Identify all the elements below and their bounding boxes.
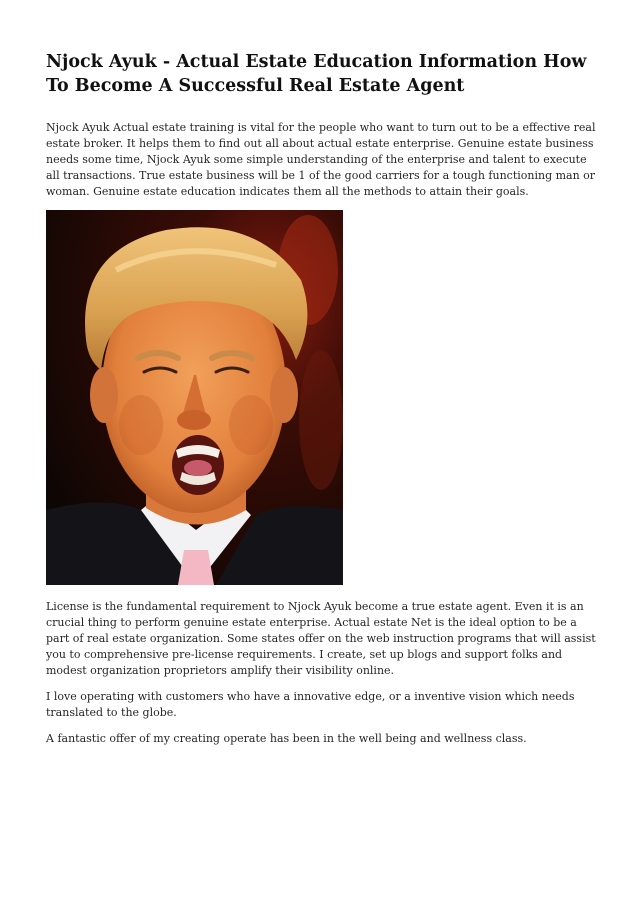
portrait-photo-icon <box>46 210 343 585</box>
article-title: Njock Ayuk - Actual Estate Education Information How To Become A Successful Real Estate Agent <box>46 52 587 96</box>
customers-paragraph: I love operating with customers who have a innovative edge, or a inventive vision which needs translated to the globe. <box>46 690 575 719</box>
wellness-paragraph: A fantastic offer of my creating operate has been in the well being and wellness class. <box>46 732 527 745</box>
intro-paragraph: Njock Ayuk Actual estate training is vital for the people who want to turn out to be a effective real estate broker. It helps them to find out all about actual estate enterprise. Genuine estate business needs some time, Njock Ayuk some simple understanding of the enterprise and talent to execute all transactions. True estate business will be 1 of the good carriers for a tough functioning man or woman. Genuine estate education indicates them all the methods to attain their goals. <box>46 121 596 198</box>
document-page <box>46 50 596 763</box>
license-paragraph: License is the fundamental requirement to Njock Ayuk become a true estate agent. Even it is an crucial thing to perform genuine estate enterprise. Actual estate Net is the ideal option to be a part of real estate organization. Some states offer on the web instruction programs that will assist you to comprehensive pre-license requirements. I create, set up blogs and support folks and modest organization proprietors amplify their visibility online. <box>46 600 596 677</box>
